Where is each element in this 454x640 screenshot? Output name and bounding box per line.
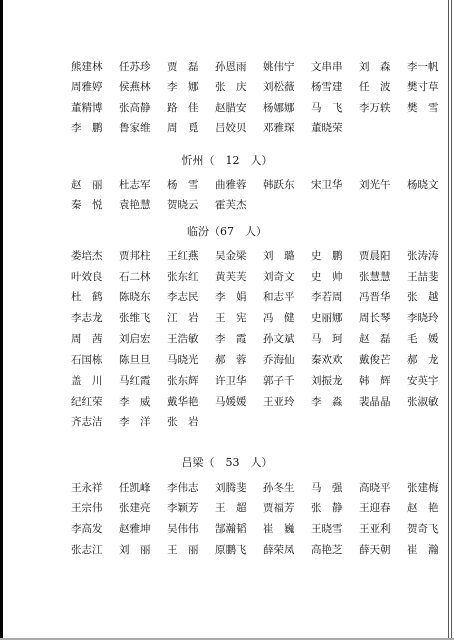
person-name: 韩跃东 bbox=[263, 179, 295, 191]
person-name: 王宗伟 bbox=[71, 502, 103, 514]
person-name: 刘光午 bbox=[359, 179, 391, 191]
person-name: 李志民 bbox=[167, 291, 199, 303]
name-row bbox=[71, 289, 454, 305]
person-name: 叶效良 bbox=[71, 271, 103, 283]
person-name: 李 霞 bbox=[215, 333, 247, 345]
person-name: 杨晓文 bbox=[407, 179, 439, 191]
person-name: 张 岩 bbox=[167, 416, 199, 428]
person-name: 李伟志 bbox=[167, 482, 199, 494]
person-name: 赵雅坤 bbox=[119, 523, 151, 535]
person-name: 路 佳 bbox=[167, 102, 199, 114]
person-name: 杜 鹤 bbox=[71, 291, 103, 303]
person-name: 张慧慧 bbox=[359, 271, 391, 283]
name-row bbox=[71, 331, 454, 347]
person-name: 郜瀚韬 bbox=[215, 523, 247, 535]
person-name: 毛 媛 bbox=[407, 333, 439, 345]
person-name: 杨娜娜 bbox=[263, 102, 295, 114]
name-row bbox=[71, 480, 454, 496]
person-name: 贾邦柱 bbox=[119, 250, 151, 262]
person-name: 李若周 bbox=[311, 291, 343, 303]
person-name: 王 宪 bbox=[215, 312, 247, 324]
person-name: 张建亮 bbox=[119, 502, 151, 514]
person-name: 赵 磊 bbox=[359, 333, 391, 345]
person-name: 刘腾斐 bbox=[215, 482, 247, 494]
person-name: 周长琴 bbox=[359, 312, 391, 324]
person-name: 薛荣凤 bbox=[263, 544, 295, 556]
person-name: 李 洋 bbox=[119, 416, 151, 428]
person-name: 史丽娜 bbox=[311, 312, 343, 324]
person-name: 姚伟宁 bbox=[263, 61, 295, 73]
person-name: 李 娟 bbox=[215, 291, 247, 303]
person-name: 纪红荣 bbox=[71, 396, 103, 408]
person-name: 裴晶晶 bbox=[359, 396, 391, 408]
person-name: 李志龙 bbox=[71, 312, 103, 324]
person-name: 吕姣贝 bbox=[215, 122, 247, 134]
person-name: 周 覓 bbox=[167, 122, 199, 134]
person-name: 郝 龙 bbox=[407, 354, 439, 366]
person-name: 熊建林 bbox=[71, 61, 103, 73]
person-name: 周 茜 bbox=[71, 333, 103, 345]
person-name: 史 帅 bbox=[311, 271, 343, 283]
person-name: 张东辉 bbox=[167, 375, 199, 387]
name-row bbox=[71, 500, 454, 516]
person-name: 鲁家维 bbox=[119, 122, 151, 134]
person-name: 曲雅蓉 bbox=[215, 179, 247, 191]
person-name: 崔 瀚 bbox=[407, 544, 439, 556]
name-row bbox=[71, 197, 263, 213]
person-name: 董精博 bbox=[71, 102, 103, 114]
person-name: 任 波 bbox=[359, 81, 391, 93]
person-name: 张高静 bbox=[119, 102, 151, 114]
person-name: 王红燕 bbox=[167, 250, 199, 262]
name-row bbox=[71, 414, 215, 430]
name-row bbox=[71, 373, 454, 389]
person-name: 黄芙芙 bbox=[215, 271, 247, 283]
person-name: 孙恩雨 bbox=[215, 61, 247, 73]
name-row bbox=[71, 542, 454, 558]
person-name: 刘振龙 bbox=[311, 375, 343, 387]
person-name: 崔 巍 bbox=[263, 523, 295, 535]
person-name: 刘启宏 bbox=[119, 333, 151, 345]
person-name: 王 超 bbox=[215, 502, 247, 514]
person-name: 任苏珍 bbox=[119, 61, 151, 73]
person-name: 安英宇 bbox=[407, 375, 439, 387]
person-name: 王迎春 bbox=[359, 502, 391, 514]
person-name: 高晓平 bbox=[359, 482, 391, 494]
person-name: 薛天朝 bbox=[359, 544, 391, 556]
person-name: 戴俊芒 bbox=[359, 354, 391, 366]
name-row bbox=[71, 59, 454, 75]
name-row bbox=[71, 521, 454, 537]
person-name: 李高发 bbox=[71, 523, 103, 535]
person-name: 王永祥 bbox=[71, 482, 103, 494]
person-name: 周雅婷 bbox=[71, 81, 103, 93]
person-name: 张 庆 bbox=[215, 81, 247, 93]
person-name: 吴金梁 bbox=[215, 250, 247, 262]
person-name: 郝 蓉 bbox=[215, 354, 247, 366]
person-name: 刘 璐 bbox=[263, 250, 295, 262]
person-name: 贺奇飞 bbox=[407, 523, 439, 535]
person-name: 史 鹏 bbox=[311, 250, 343, 262]
person-name: 杨 雪 bbox=[167, 179, 199, 191]
person-name: 石国栋 bbox=[71, 354, 103, 366]
person-name: 邓雅琛 bbox=[263, 122, 295, 134]
person-name: 刘 丽 bbox=[119, 544, 151, 556]
person-name: 冯晋华 bbox=[359, 291, 391, 303]
person-name: 马 强 bbox=[311, 482, 343, 494]
name-row bbox=[71, 177, 454, 193]
person-name: 张淑敏 bbox=[407, 396, 439, 408]
person-name: 杜志军 bbox=[119, 179, 151, 191]
person-name: 贾 磊 bbox=[167, 61, 199, 73]
person-name: 马 飞 bbox=[311, 102, 343, 114]
person-name: 赵腊安 bbox=[215, 102, 247, 114]
person-name: 李颖芳 bbox=[167, 502, 199, 514]
person-name: 娄培杰 bbox=[71, 250, 103, 262]
person-name: 王亚玲 bbox=[263, 396, 295, 408]
person-name: 许卫华 bbox=[215, 375, 247, 387]
person-name: 江 岩 bbox=[167, 312, 199, 324]
section-heading: 临汾（67 人） bbox=[187, 225, 267, 238]
person-name: 袁艳慧 bbox=[119, 199, 151, 211]
person-name: 贺晓云 bbox=[167, 199, 199, 211]
person-name: 韩 辉 bbox=[359, 375, 391, 387]
name-row bbox=[71, 120, 359, 136]
name-row bbox=[71, 79, 454, 95]
person-name: 秦 悦 bbox=[71, 199, 103, 211]
person-name: 王喆斐 bbox=[407, 271, 439, 283]
person-name: 张东红 bbox=[167, 271, 199, 283]
person-name: 贾福芳 bbox=[263, 502, 295, 514]
person-name: 李 淼 bbox=[311, 396, 343, 408]
person-name: 刘奇文 bbox=[263, 271, 295, 283]
person-name: 王晓雪 bbox=[311, 523, 343, 535]
person-name: 张维飞 bbox=[119, 312, 151, 324]
person-name: 秦欢欢 bbox=[311, 354, 343, 366]
section-heading: 吕梁（ 53 人） bbox=[181, 456, 273, 469]
person-name: 和志平 bbox=[263, 291, 295, 303]
name-row bbox=[71, 394, 454, 410]
person-name: 马红霞 bbox=[119, 375, 151, 387]
person-name: 原鹏飞 bbox=[215, 544, 247, 556]
person-name: 宋卫华 bbox=[311, 179, 343, 191]
person-name: 张 静 bbox=[311, 502, 343, 514]
person-name: 李一帆 bbox=[407, 61, 439, 73]
person-name: 樊寸草 bbox=[407, 81, 439, 93]
person-name: 霍芙杰 bbox=[215, 199, 247, 211]
person-name: 马 珂 bbox=[311, 333, 343, 345]
person-name: 赵 丽 bbox=[71, 179, 103, 191]
section-heading: 忻州（ 12 人） bbox=[181, 154, 273, 167]
person-name: 李晓玲 bbox=[407, 312, 439, 324]
person-name: 乔海仙 bbox=[263, 354, 295, 366]
name-row bbox=[71, 100, 454, 116]
person-name: 张涛涛 bbox=[407, 250, 439, 262]
person-name: 侯燕林 bbox=[119, 81, 151, 93]
person-name: 吴伟伟 bbox=[167, 523, 199, 535]
name-row bbox=[71, 352, 454, 368]
person-name: 张志江 bbox=[71, 544, 103, 556]
person-name: 盖 川 bbox=[71, 375, 103, 387]
person-name: 戴华艳 bbox=[167, 396, 199, 408]
person-name: 李 娜 bbox=[167, 81, 199, 93]
person-name: 王亚利 bbox=[359, 523, 391, 535]
person-name: 董晓荣 bbox=[311, 122, 343, 134]
person-name: 高艳芝 bbox=[311, 544, 343, 556]
person-name: 马晓光 bbox=[167, 354, 199, 366]
person-name: 杨雪建 bbox=[311, 81, 343, 93]
name-row bbox=[71, 269, 454, 285]
person-name: 李万轶 bbox=[359, 102, 391, 114]
person-name: 任凯峰 bbox=[119, 482, 151, 494]
person-name: 刘 森 bbox=[359, 61, 391, 73]
person-name: 马媛媛 bbox=[215, 396, 247, 408]
person-name: 冯 健 bbox=[263, 312, 295, 324]
person-name: 陈旦旦 bbox=[119, 354, 151, 366]
person-name: 贾晨阳 bbox=[359, 250, 391, 262]
person-name: 王 丽 bbox=[167, 544, 199, 556]
person-name: 石二林 bbox=[119, 271, 151, 283]
person-name: 刘松薇 bbox=[263, 81, 295, 93]
name-row bbox=[71, 310, 454, 326]
person-name: 张 越 bbox=[407, 291, 439, 303]
person-name: 赵 艳 bbox=[407, 502, 439, 514]
person-name: 孙冬生 bbox=[263, 482, 295, 494]
person-name: 樊 雪 bbox=[407, 102, 439, 114]
person-name: 李 鹏 bbox=[71, 122, 103, 134]
person-name: 齐志洁 bbox=[71, 416, 103, 428]
person-name: 文串串 bbox=[311, 61, 343, 73]
person-name: 张建梅 bbox=[407, 482, 439, 494]
person-name: 王浩敏 bbox=[167, 333, 199, 345]
person-name: 李 威 bbox=[119, 396, 151, 408]
person-name: 孙文斌 bbox=[263, 333, 295, 345]
person-name: 陈晓东 bbox=[119, 291, 151, 303]
name-row bbox=[71, 248, 454, 264]
person-name: 郭子千 bbox=[263, 375, 295, 387]
